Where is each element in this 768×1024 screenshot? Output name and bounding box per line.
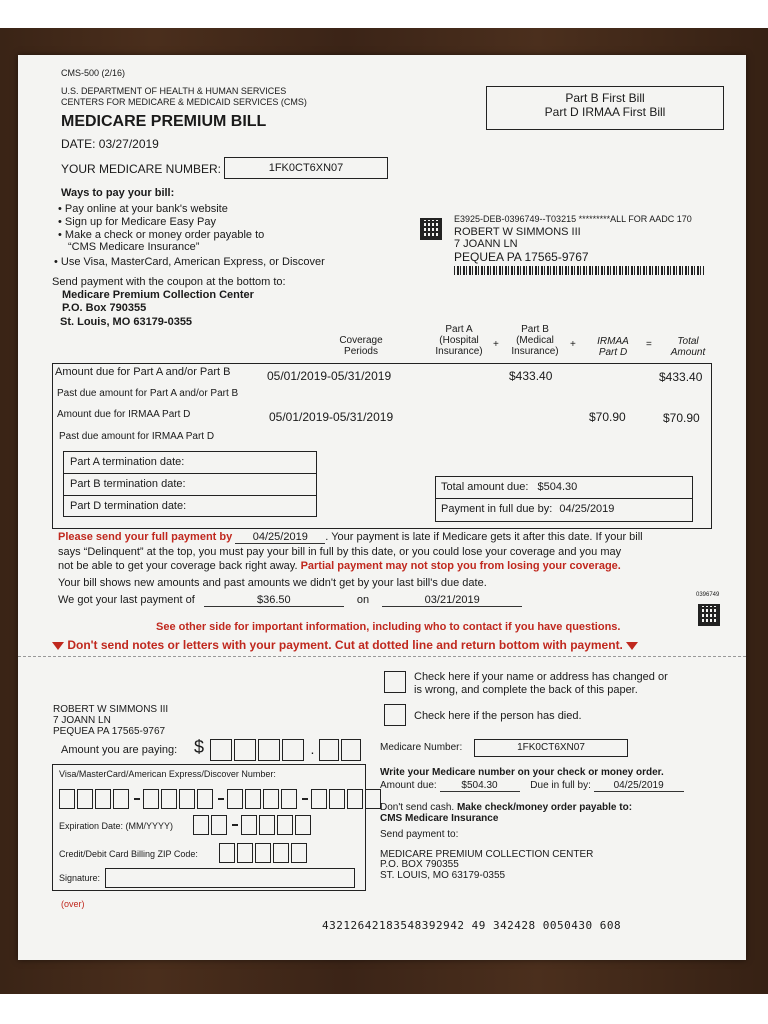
last-payment-date: 03/21/2019 — [382, 594, 522, 607]
row-amount-due-ab: Amount due for Part A and/or Part B — [55, 366, 231, 378]
row-amount-due-ab-partb: $433.40 — [509, 369, 553, 383]
notice-due-date: 04/25/2019 — [235, 531, 325, 544]
coupon-city: PEQUEA PA 17565-9767 — [53, 726, 166, 737]
row-amount-due-irmaa-total: $70.90 — [663, 411, 700, 425]
card-number-input[interactable] — [59, 789, 383, 809]
payment-due-row — [436, 499, 692, 520]
dotted-cut-line — [18, 656, 746, 657]
payment-due-value: 04/25/2019 — [559, 503, 615, 515]
pay-method-3: • Make a check or money order payable to — [58, 229, 265, 241]
address-change-label-2: is wrong, and complete the back of this paper. — [414, 684, 638, 696]
amount-cell[interactable] — [210, 739, 232, 761]
ocr-scanline: 43212642183548392942 49 342428 0050430 608 — [322, 919, 622, 932]
card-cell[interactable] — [197, 789, 213, 809]
expiration-label: Expiration Date: (MM/YYYY) — [59, 821, 174, 831]
totals-box — [435, 476, 693, 522]
col-total — [658, 336, 718, 358]
triangle-down-icon-right — [626, 642, 638, 650]
card-payment-box — [52, 764, 366, 891]
card-cell[interactable] — [143, 789, 159, 809]
exp-cell[interactable] — [277, 815, 293, 835]
col-total-2: Amount — [670, 347, 706, 358]
signature-label: Signature: — [59, 873, 101, 883]
pay-method-2: • Sign up for Medicare Easy Pay — [58, 216, 216, 228]
notice-line-3-red: Partial payment may not stop you from losing your coverage. — [300, 560, 621, 572]
part-d-termination: Part D termination date: — [70, 500, 187, 512]
bill-date: 03/27/2019 — [98, 137, 159, 151]
col-part-a-3: Insurance) — [435, 346, 483, 357]
col-irmaa-1: IRMAA — [597, 336, 629, 347]
center-line-1: MEDICARE PREMIUM COLLECTION CENTER — [380, 849, 594, 860]
row-past-due-irmaa: Past due amount for IRMAA Part D — [59, 431, 215, 442]
dash — [218, 798, 224, 800]
coupon-name: ROBERT W SIMMONS III — [53, 704, 169, 715]
card-cell[interactable] — [113, 789, 129, 809]
row-amount-due-ab-period: 05/01/2019-05/31/2019 — [267, 369, 392, 383]
zip-label: Credit/Debit Card Billing ZIP Code: — [59, 849, 198, 859]
send-payment-intro: Send payment with the coupon at the bottom to: — [52, 276, 286, 288]
qr-code-icon-2 — [698, 604, 720, 626]
no-cash-text: Don't send cash. — [380, 802, 455, 813]
col-irmaa-2: Part D — [598, 347, 628, 358]
col-coverage-1: Coverage — [339, 335, 383, 346]
row-amount-due-irmaa-irmaa: $70.90 — [589, 410, 626, 424]
notice-line-4: Your bill shows new amounts and past amounts we didn't get by your last bill's due date. — [58, 577, 487, 589]
dollar-sign: $ — [194, 737, 205, 757]
col-part-a-2: (Hospital — [439, 335, 479, 346]
card-cell[interactable] — [281, 789, 297, 809]
send-to-label: Send payment to: — [380, 829, 459, 840]
amount-cell[interactable] — [282, 739, 304, 761]
zip-cell[interactable] — [219, 843, 235, 863]
form-id: CMS-500 (2/16) — [61, 68, 126, 78]
qr-code-icon — [420, 218, 442, 240]
col-part-b-2: (Medical — [516, 335, 554, 346]
amount-paying-input[interactable] — [210, 739, 363, 761]
coupon-due-in-full-label: Due in full by: — [530, 780, 591, 791]
exp-cell[interactable] — [211, 815, 227, 835]
coupon-due-in-full: 04/25/2019 — [594, 780, 684, 792]
col-part-a — [428, 324, 490, 357]
row-amount-due-irmaa-period: 05/01/2019-05/31/2019 — [269, 410, 394, 424]
address-change-label: Check here if your name or address has changed or — [414, 671, 668, 683]
exp-cell[interactable] — [295, 815, 311, 835]
zip-cell[interactable] — [255, 843, 271, 863]
last-payment-amount: $36.50 — [204, 594, 344, 607]
coupon-amount-due-label: Amount due: — [380, 780, 437, 791]
payment-due-label: Payment in full due by: — [441, 503, 553, 515]
first-bill-notice-box — [486, 86, 724, 130]
dash — [232, 824, 238, 826]
pay-method-3-text: Make a check or money order payable to — [64, 229, 265, 241]
decimal-point: . — [310, 741, 315, 758]
card-cell[interactable] — [263, 789, 279, 809]
card-cell[interactable] — [227, 789, 243, 809]
bill-table — [52, 363, 712, 529]
zip-cell[interactable] — [291, 843, 307, 863]
ways-to-pay-heading: Ways to pay your bill: — [61, 187, 175, 199]
recipient-name: ROBERT W SIMMONS III — [454, 226, 581, 238]
agency-line-2: CENTERS FOR MEDICARE & MEDICAID SERVICES (CMS) — [61, 97, 307, 107]
card-cell[interactable] — [95, 789, 111, 809]
pay-method-3-continued: “CMS Medicare Insurance” — [68, 241, 200, 253]
amount-cell[interactable] — [234, 739, 256, 761]
notice-box-line-1: Part B First Bill — [565, 91, 645, 105]
card-cell[interactable] — [347, 789, 363, 809]
col-coverage-2: Periods — [344, 346, 378, 357]
person-died-checkbox[interactable] — [384, 704, 406, 726]
date-label — [61, 137, 159, 151]
address-change-checkbox[interactable] — [384, 671, 406, 693]
notice-line-1 — [58, 531, 643, 544]
card-cell[interactable] — [179, 789, 195, 809]
total-amount-due-label: Total amount due: — [441, 481, 529, 493]
total-amount-due-value: $504.30 — [537, 481, 578, 493]
pay-method-1: • Pay online at your bank's website — [58, 203, 228, 215]
part-a-termination: Part A termination date: — [64, 452, 316, 474]
col-part-b-3: Insurance) — [511, 346, 559, 357]
notice-line-1-rest: . Your payment is late if Medicare gets it after this date. If your bill — [325, 531, 643, 543]
medicare-number-label: YOUR MEDICARE NUMBER: — [61, 162, 222, 176]
pay-method-2-text: Sign up for Medicare Easy Pay — [64, 216, 216, 228]
notice-box-line-2: Part D IRMAA First Bill — [544, 105, 666, 119]
payable-text: Make check/money order payable to: — [456, 802, 633, 813]
card-cell[interactable] — [77, 789, 93, 809]
notice-line-3 — [58, 560, 621, 572]
coupon-medicare-number: 1FK0CT6XN07 — [474, 739, 628, 757]
triangle-down-icon — [52, 642, 64, 650]
center-line-3: ST. LOUIS, MO 63179-0355 — [380, 870, 506, 881]
termination-dates-box — [63, 451, 317, 517]
col-part-a-1: Part A — [445, 324, 473, 335]
dash — [302, 798, 308, 800]
notice-line-2: says “Delinquent” at the top, you must pay your bill in full by this date, or you could lose your coverage and you may — [58, 546, 622, 558]
card-cell[interactable] — [311, 789, 327, 809]
card-cell[interactable] — [59, 789, 75, 809]
page-title: MEDICARE PREMIUM BILL — [61, 113, 267, 130]
postal-barcode — [454, 266, 704, 275]
medicare-number-field: 1FK0CT6XN07 — [224, 157, 388, 179]
no-cash-row — [380, 802, 632, 813]
zip-cell[interactable] — [273, 843, 289, 863]
exp-cell[interactable] — [259, 815, 275, 835]
medicare-bill-paper — [18, 55, 746, 960]
coupon-amount-due-row — [380, 780, 684, 792]
zip-cell[interactable] — [237, 843, 253, 863]
pay-method-4: • Use Visa, MasterCard, American Express, or Discover — [54, 256, 325, 268]
row-past-due-ab: Past due amount for Part A and/or Part B — [57, 388, 239, 399]
recipient-city: PEQUEA PA 17565-9767 — [454, 250, 589, 264]
last-payment-label: We got your last payment of — [58, 594, 195, 606]
card-cell[interactable] — [161, 789, 177, 809]
see-other-side-notice: See other side for important information, including who to contact if you have questions. — [156, 621, 621, 633]
recipient-street: 7 JOANN LN — [454, 238, 518, 250]
small-doc-code: 0396749 — [696, 592, 720, 598]
payable-to: CMS Medicare Insurance — [380, 813, 499, 824]
exp-cell[interactable] — [241, 815, 257, 835]
pay-method-1-text: Pay online at your bank's website — [64, 203, 228, 215]
card-cell[interactable] — [245, 789, 261, 809]
over-indicator: (over) — [61, 899, 85, 909]
coupon-amount-due: $504.30 — [440, 780, 520, 792]
cut-line-text: Don't send notes or letters with your payment. Cut at dotted line and return bottom with payment. — [67, 638, 623, 652]
exp-cell[interactable] — [193, 815, 209, 835]
recipient-code: E3925-DEB-0396749--T03215 *********ALL FOR AADC 170 — [454, 214, 692, 224]
cut-line-notice — [52, 638, 638, 652]
zip-input[interactable] — [219, 843, 309, 863]
center-line-2: P.O. BOX 790355 — [380, 859, 459, 870]
send-payment-line-3: St. Louis, MO 63179-0355 — [60, 316, 193, 328]
card-cell[interactable] — [365, 789, 381, 809]
person-died-label: Check here if the person has died. — [414, 710, 582, 722]
cents-cell[interactable] — [341, 739, 361, 761]
pay-method-4-text: Use Visa, MasterCard, American Express, or Discover — [60, 256, 325, 268]
part-b-termination: Part B termination date: — [64, 474, 316, 496]
dash — [134, 798, 140, 800]
notice-line-3-start: not be able to get your coverage back right away. — [58, 560, 298, 572]
col-part-b — [504, 324, 566, 357]
coupon-medicare-number-label: Medicare Number: — [380, 742, 463, 753]
write-number-instruction: Write your Medicare number on your check or money order. — [380, 767, 664, 778]
card-cell[interactable] — [329, 789, 345, 809]
cents-cell[interactable] — [319, 739, 339, 761]
total-amount-due-row — [436, 477, 692, 499]
date-label-text: DATE: — [61, 137, 96, 151]
amount-paying-label: Amount you are paying: — [61, 744, 178, 756]
col-part-b-1: Part B — [521, 324, 549, 335]
send-payment-line-2: P.O. Box 790355 — [62, 302, 147, 314]
amount-cell[interactable] — [258, 739, 280, 761]
col-irmaa — [582, 336, 644, 358]
notice-red-lead: Please send your full payment by — [58, 531, 233, 543]
signature-field[interactable] — [105, 868, 355, 888]
agency-line-1: U.S. DEPARTMENT OF HEALTH & HUMAN SERVICES — [61, 86, 287, 96]
col-plus-2: + — [570, 339, 576, 350]
row-amount-due-ab-total: $433.40 — [659, 370, 703, 384]
card-number-label: Visa/MasterCard/American Express/Discover Number: — [59, 769, 276, 779]
send-payment-line-1: Medicare Premium Collection Center — [62, 289, 254, 301]
col-equals: = — [646, 339, 652, 350]
last-payment-on-label: on — [356, 594, 370, 606]
last-payment-line — [58, 594, 522, 607]
coupon-street: 7 JOANN LN — [53, 715, 111, 726]
expiration-input[interactable] — [193, 815, 313, 835]
row-amount-due-irmaa: Amount due for IRMAA Part D — [57, 409, 191, 420]
col-plus-1: + — [493, 339, 499, 350]
col-total-1: Total — [677, 336, 699, 347]
col-coverage — [330, 335, 392, 357]
